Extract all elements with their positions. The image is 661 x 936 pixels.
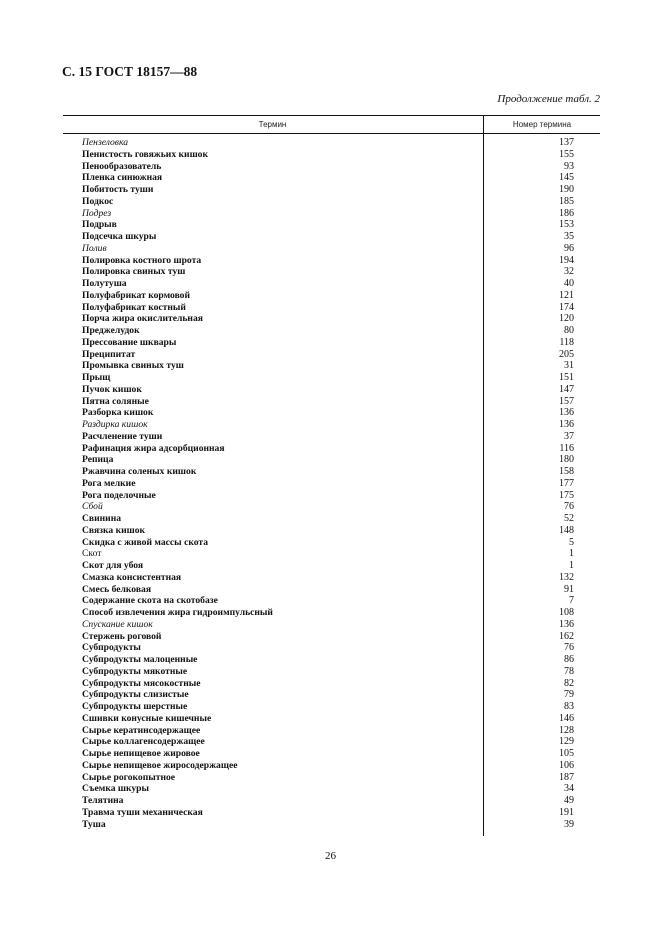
term-number-cell: 86 <box>564 654 574 665</box>
term-number-cell: 194 <box>559 254 574 266</box>
term-cell: Субпродукты <box>82 642 141 654</box>
term-cell: Субпродукты шерстные <box>82 701 188 712</box>
table-row <box>63 666 600 678</box>
term-number-cell: 145 <box>559 172 574 184</box>
table-row <box>63 208 600 220</box>
table-row <box>63 325 600 337</box>
term-number-cell: 82 <box>564 677 574 689</box>
table-row <box>63 783 600 795</box>
term-cell: Субпродукты мякотные <box>82 665 188 677</box>
column-header-term: Термин <box>258 120 287 129</box>
term-number-cell: 91 <box>564 583 574 595</box>
term-cell: Прыщ <box>82 372 111 383</box>
term-number-cell: 5 <box>569 536 574 548</box>
term-cell: Скидка с живой массы скота <box>82 536 209 548</box>
table-row <box>63 760 600 772</box>
term-cell: Рога поделочные <box>82 489 156 501</box>
table-row <box>63 396 600 408</box>
term-cell: Смесь белковая <box>82 583 152 595</box>
term-cell: Стержень роговой <box>82 630 162 642</box>
term-cell: Подрез <box>82 207 112 219</box>
table-row <box>63 642 600 654</box>
table-row <box>63 137 600 149</box>
term-number-cell: 136 <box>559 407 574 419</box>
table-row <box>63 290 600 302</box>
table-row <box>63 607 600 619</box>
term-number-cell: 155 <box>559 148 574 160</box>
table-row <box>63 736 600 748</box>
table-row <box>63 384 600 396</box>
term-number-cell: 32 <box>564 266 574 278</box>
document-header: С. 15 ГОСТ 18157—88 <box>62 64 198 79</box>
table-row <box>63 654 600 666</box>
table-row <box>63 689 600 701</box>
term-number-cell: 174 <box>559 301 574 313</box>
table-row <box>63 548 600 560</box>
term-number-cell: 1 <box>569 548 574 560</box>
term-number-cell: 129 <box>559 736 574 748</box>
term-cell: Субпродукты малоценные <box>82 654 198 665</box>
term-cell: Рога мелкие <box>82 477 136 489</box>
term-number-cell: 132 <box>559 571 574 583</box>
table-row <box>63 595 600 607</box>
term-cell: Подрыв <box>82 219 117 231</box>
table-row <box>63 619 600 631</box>
table-row <box>63 443 600 455</box>
term-cell: Репица <box>82 454 114 466</box>
table-row <box>63 278 600 290</box>
term-cell: Промывка свиных туш <box>82 360 184 372</box>
term-number-cell: 96 <box>564 242 574 254</box>
table-row <box>63 407 600 419</box>
term-number-cell: 157 <box>559 395 574 407</box>
term-cell: Скот для убоя <box>82 560 144 571</box>
term-cell: Побитость туши <box>82 184 154 195</box>
table-row <box>63 219 600 231</box>
term-number-cell: 31 <box>564 360 574 372</box>
term-number-cell: 93 <box>564 160 574 172</box>
table-row <box>63 349 600 361</box>
term-number-cell: 39 <box>564 818 574 830</box>
term-number-cell: 162 <box>559 630 574 642</box>
term-number-cell: 175 <box>559 489 574 501</box>
term-number-cell: 187 <box>559 771 574 783</box>
table-row <box>63 161 600 173</box>
table-row <box>63 149 600 161</box>
term-number-cell: 121 <box>559 289 574 301</box>
term-cell: Телятина <box>82 795 124 806</box>
table-row <box>63 513 600 525</box>
term-number-cell: 153 <box>559 219 574 231</box>
table-row <box>63 725 600 737</box>
term-cell: Расчленение туши <box>82 430 163 442</box>
term-cell: Субпродукты мясокостные <box>82 677 201 689</box>
table-row <box>63 372 600 384</box>
term-number-cell: 151 <box>559 372 574 383</box>
table-row <box>63 431 600 443</box>
term-number-cell: 136 <box>559 618 574 630</box>
table-row <box>63 701 600 713</box>
term-cell: Субпродукты слизистые <box>82 689 189 701</box>
table-row <box>63 419 600 431</box>
table-continuation-note: Продолжение табл. 2 <box>497 93 600 105</box>
table-row <box>63 302 600 314</box>
table-row <box>63 501 600 513</box>
table-row <box>63 772 600 784</box>
table-row <box>63 266 600 278</box>
term-number-cell: 52 <box>564 513 574 524</box>
term-number-cell: 136 <box>559 419 574 430</box>
term-cell: Сырье непищевое жиросодержащее <box>82 759 238 771</box>
term-cell: Пучок кишок <box>82 383 142 395</box>
term-number-cell: 118 <box>559 336 574 348</box>
term-number-cell: 128 <box>559 724 574 736</box>
table-row <box>63 748 600 760</box>
term-number-cell: 76 <box>564 501 574 513</box>
term-cell: Разборка кишок <box>82 407 154 419</box>
term-cell: Способ извлечения жира гидроимпульсный <box>82 607 273 618</box>
page-number: 26 <box>325 850 336 862</box>
table-row <box>63 490 600 502</box>
table-row <box>63 795 600 807</box>
term-number-cell: 80 <box>564 325 574 336</box>
term-cell: Полировка костного шрота <box>82 254 202 266</box>
table-row <box>63 560 600 572</box>
term-number-cell: 35 <box>564 231 574 242</box>
table-row <box>63 313 600 325</box>
term-cell: Раздирка кишок <box>82 419 148 430</box>
table-row <box>63 584 600 596</box>
term-cell: Преципитат <box>82 348 136 360</box>
term-number-cell: 180 <box>559 454 574 466</box>
term-number-cell: 146 <box>559 712 574 724</box>
table-row <box>63 713 600 725</box>
term-cell: Преджелудок <box>82 325 140 336</box>
term-number-cell: 177 <box>559 477 574 489</box>
table-row <box>63 172 600 184</box>
table-row <box>63 337 600 349</box>
term-number-cell: 190 <box>559 184 574 195</box>
term-cell: Пленка синюжная <box>82 172 163 184</box>
term-number-cell: 120 <box>559 313 574 325</box>
table-row <box>63 231 600 243</box>
table-row <box>63 466 600 478</box>
table-header <box>63 115 600 134</box>
table-row <box>63 819 600 831</box>
term-cell: Скот <box>82 548 102 560</box>
term-cell: Сырье кератинсодержащее <box>82 724 201 736</box>
term-cell: Смазка консистентная <box>82 571 182 583</box>
term-cell: Подсечка шкуры <box>82 231 157 242</box>
term-cell: Ржавчина соленых кишок <box>82 466 197 477</box>
term-number-cell: 76 <box>564 642 574 654</box>
term-number-cell: 79 <box>564 689 574 701</box>
term-number-cell: 1 <box>569 560 574 571</box>
term-number-cell: 40 <box>564 278 574 289</box>
term-cell: Связка кишок <box>82 524 146 536</box>
term-cell: Полутуша <box>82 278 127 289</box>
term-number-cell: 185 <box>559 195 574 207</box>
term-number-cell: 147 <box>559 383 574 395</box>
table-row <box>63 255 600 267</box>
term-number-cell: 148 <box>559 524 574 536</box>
term-cell: Свинина <box>82 513 122 524</box>
term-number-cell: 105 <box>559 748 574 759</box>
term-cell: Полуфабрикат костный <box>82 301 186 313</box>
table-row <box>63 243 600 255</box>
table-row <box>63 631 600 643</box>
term-number-cell: 137 <box>559 137 574 148</box>
term-number-cell: 186 <box>559 207 574 219</box>
table-row <box>63 807 600 819</box>
table-row <box>63 537 600 549</box>
term-number-cell: 83 <box>564 701 574 712</box>
table-row <box>63 454 600 466</box>
term-cell: Туша <box>82 818 106 830</box>
table-row <box>63 184 600 196</box>
table-row <box>63 360 600 372</box>
term-cell: Травма туши механическая <box>82 806 203 818</box>
table-row <box>63 478 600 490</box>
term-cell: Подкос <box>82 195 114 207</box>
term-cell: Пенообразователь <box>82 160 162 172</box>
term-cell: Сырье рогокопытное <box>82 771 176 783</box>
term-number-cell: 116 <box>559 442 574 454</box>
term-number-cell: 78 <box>564 665 574 677</box>
term-cell: Рафинация жира адсорбционная <box>82 442 225 454</box>
term-number-cell: 34 <box>564 783 574 795</box>
table-row <box>63 196 600 208</box>
term-number-cell: 191 <box>559 806 574 818</box>
table-row <box>63 525 600 537</box>
term-cell: Спускание кишок <box>82 618 153 630</box>
term-cell: Порча жира окислительная <box>82 313 203 325</box>
table-row <box>63 678 600 690</box>
term-number-cell: 7 <box>569 595 574 607</box>
term-number-cell: 106 <box>559 759 574 771</box>
terms-table <box>63 115 600 830</box>
term-cell: Содержание скота на скотобазе <box>82 595 218 607</box>
column-header-number: Номер термина <box>512 120 572 129</box>
term-cell: Полировка свиных туш <box>82 266 186 278</box>
term-number-cell: 108 <box>559 607 574 618</box>
term-number-cell: 49 <box>564 795 574 806</box>
term-cell: Сшивки конусные кишечные <box>82 712 212 724</box>
term-number-cell: 205 <box>559 348 574 360</box>
term-cell: Сбой <box>82 501 103 513</box>
table-body <box>63 134 600 830</box>
term-cell: Пензеловка <box>82 137 129 148</box>
term-cell: Прессование шквары <box>82 336 177 348</box>
term-cell: Пенистость говяжьих кишок <box>82 148 209 160</box>
term-cell: Сырье коллагенсодержащее <box>82 736 205 748</box>
table-row <box>63 572 600 584</box>
term-cell: Полуфабрикат кормовой <box>82 289 191 301</box>
term-cell: Съемка шкуры <box>82 783 150 795</box>
term-number-cell: 37 <box>564 430 574 442</box>
term-number-cell: 158 <box>559 466 574 477</box>
term-cell: Пятна соляные <box>82 395 149 407</box>
term-cell: Сырье непищевое жировое <box>82 748 200 759</box>
term-cell: Полив <box>82 242 107 254</box>
